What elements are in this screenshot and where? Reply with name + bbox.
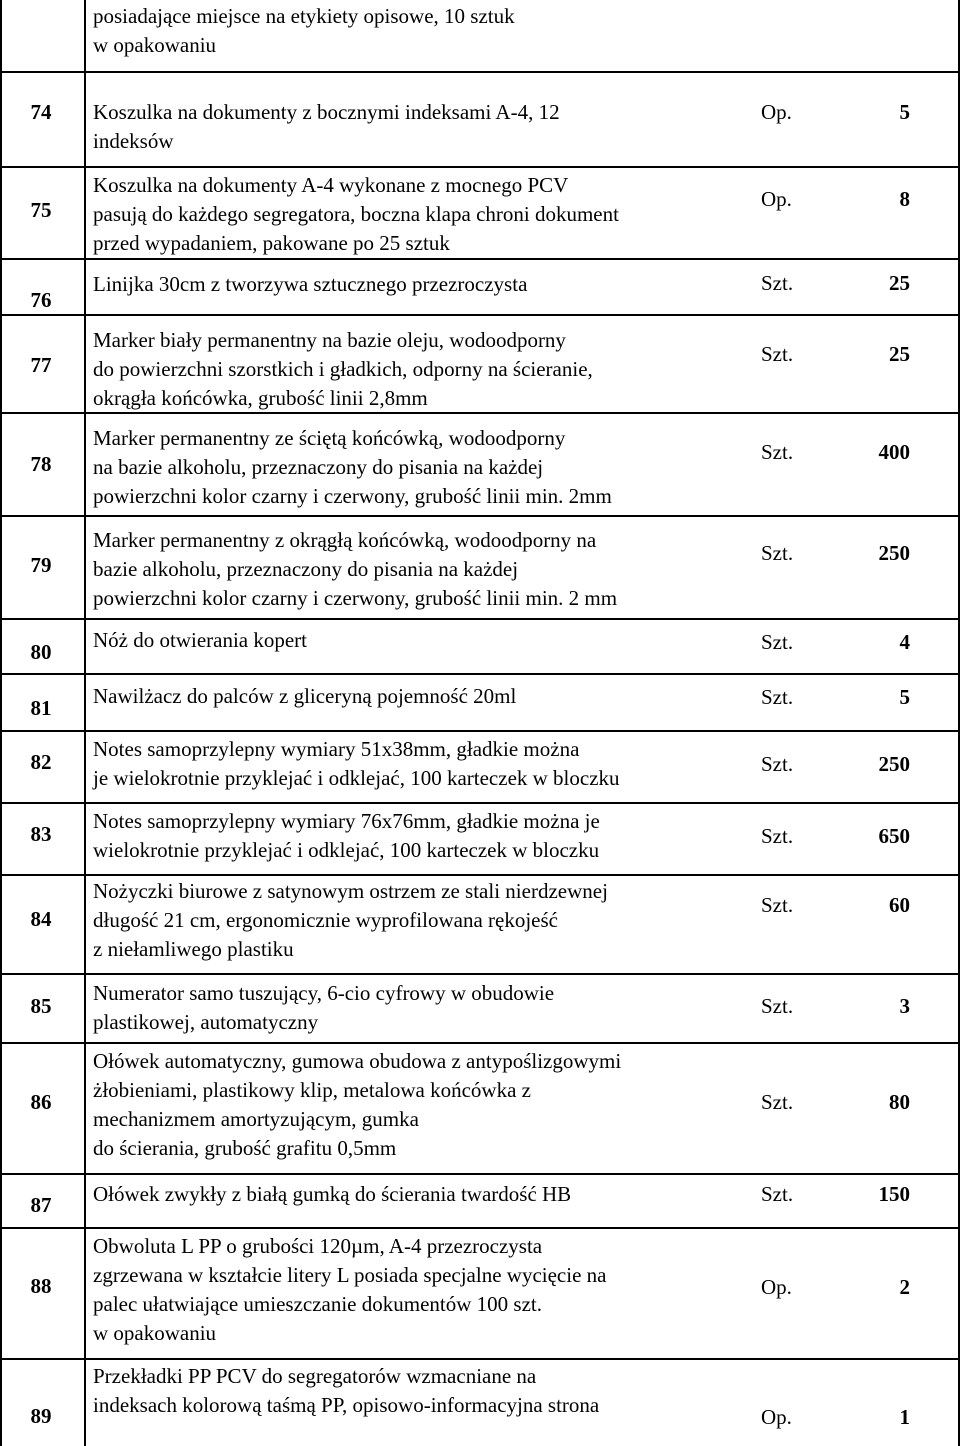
- description-line: Nóż do otwierania kopert: [93, 628, 308, 652]
- unit-of-measure: Szt.: [761, 685, 794, 709]
- quantity: 150: [878, 1182, 910, 1206]
- item-number: 83: [30, 822, 52, 846]
- unit-of-measure: Szt.: [761, 1090, 794, 1114]
- item-description: [93, 1180, 571, 1209]
- description-line: zgrzewana w kształcie litery L posiada specjalne wycięcie na: [93, 1263, 607, 1287]
- item-number: 89: [30, 1404, 52, 1428]
- description-line: Nawilżacz do palców z gliceryną pojemność 20ml: [93, 684, 517, 708]
- table-row-divider: [0, 673, 960, 675]
- item-description: [93, 1047, 621, 1163]
- description-line: Nożyczki biurowe z satynowym ostrzem ze stali nierdzewnej: [93, 879, 608, 903]
- quantity: 25: [889, 342, 910, 366]
- unit-of-measure: Szt.: [761, 893, 794, 917]
- table-row-divider: [0, 730, 960, 732]
- quantity: 2: [899, 1275, 910, 1299]
- unit-of-measure: Szt.: [761, 271, 794, 295]
- table-row-divider: [0, 1173, 960, 1175]
- item-description: [93, 1232, 606, 1348]
- description-line: Koszulka na dokumenty A-4 wykonane z mocnego PCV: [93, 173, 569, 197]
- unit-of-measure: Szt.: [761, 994, 794, 1018]
- description-line: bazie alkoholu, przeznaczony do pisania na każdej: [93, 557, 519, 581]
- unit-of-measure: Szt.: [761, 824, 794, 848]
- table-row-divider: [0, 258, 960, 260]
- quantity: 80: [889, 1090, 910, 1114]
- quantity: 5: [899, 685, 910, 709]
- item-description: [93, 735, 620, 793]
- table-row-divider: [0, 618, 960, 620]
- description-line: powierzchni kolor czarny i czerwony, grubość linii min. 2mm: [93, 484, 612, 508]
- item-description: [93, 807, 600, 865]
- description-line: Marker permanentny z okrągłą końcówką, wodoodporny na: [93, 528, 597, 552]
- description-line: mechanizmem amortyzującym, gumka: [93, 1107, 419, 1131]
- table-row-divider: [0, 1042, 960, 1044]
- table-vertical-border: [0, 0, 2, 1446]
- unit-of-measure: Szt.: [761, 541, 794, 565]
- quantity: 250: [878, 541, 910, 565]
- quantity: 5: [899, 100, 910, 124]
- description-line: plastikowej, automatyczny: [93, 1010, 319, 1034]
- description-line: Przekładki PP PCV do segregatorów wzmacniane na: [93, 1364, 537, 1388]
- item-description: [93, 98, 560, 156]
- item-number: 77: [30, 353, 52, 377]
- item-description: [93, 979, 554, 1037]
- description-line: posiadające miejsce na etykiety opisowe, 10 sztuk: [93, 4, 515, 28]
- unit-of-measure: Szt.: [761, 342, 794, 366]
- quantity: 4: [899, 630, 910, 654]
- table-row-divider: [0, 973, 960, 975]
- table-row-divider: [0, 802, 960, 804]
- unit-of-measure: Op.: [761, 1275, 792, 1299]
- item-number: 88: [30, 1274, 52, 1298]
- description-line: Notes samoprzylepny wymiary 76x76mm, gładkie można je: [93, 809, 600, 833]
- item-description: [93, 526, 617, 613]
- description-line: Ołówek automatyczny, gumowa obudowa z antypoślizgowymi: [93, 1049, 622, 1073]
- unit-of-measure: Op.: [761, 187, 792, 211]
- item-number: 82: [30, 750, 52, 774]
- table-row-divider: [0, 874, 960, 876]
- item-number: 76: [30, 288, 52, 312]
- item-description: [93, 682, 516, 711]
- quantity: 25: [889, 271, 910, 295]
- quantity: 8: [899, 187, 910, 211]
- description-line: z niełamliwego plastiku: [93, 937, 294, 961]
- table-row-divider: [0, 1358, 960, 1360]
- item-description: [93, 424, 612, 511]
- quantity: 3: [899, 994, 910, 1018]
- item-number: 74: [30, 100, 52, 124]
- item-description: [93, 270, 527, 299]
- description-line: przed wypadaniem, pakowane po 25 sztuk: [93, 231, 450, 255]
- table-row-divider: [0, 166, 960, 168]
- item-number: 80: [30, 640, 52, 664]
- description-line: indeksach kolorową taśmą PP, opisowo-informacyjna strona: [93, 1393, 600, 1417]
- description-line: w opakowaniu: [93, 1321, 217, 1345]
- item-description: [93, 877, 608, 964]
- unit-of-measure: Szt.: [761, 1182, 794, 1206]
- unit-of-measure: Op.: [761, 1405, 792, 1429]
- unit-of-measure: Op.: [761, 100, 792, 124]
- description-line: Marker biały permanentny na bazie oleju, wodoodporny: [93, 328, 566, 352]
- quantity: 650: [878, 824, 910, 848]
- description-line: żłobieniami, plastikowy klip, metalowa końcówka z: [93, 1078, 531, 1102]
- description-line: je wielokrotnie przyklejać i odklejać, 100 karteczek w bloczku: [93, 766, 620, 790]
- description-line: Linijka 30cm z tworzywa sztucznego przezroczysta: [93, 272, 528, 296]
- description-line: Ołówek zwykły z białą gumką do ścierania twardość HB: [93, 1182, 572, 1206]
- description-line: Numerator samo tuszujący, 6-cio cyfrowy w obudowie: [93, 981, 555, 1005]
- item-description: [93, 171, 619, 258]
- description-line: indeksów: [93, 129, 174, 153]
- description-line: pasują do każdego segregatora, boczna klapa chroni dokument: [93, 202, 619, 226]
- quantity: 400: [878, 440, 910, 464]
- item-description: [93, 326, 593, 413]
- description-line: na bazie alkoholu, przeznaczony do pisania na każdej: [93, 455, 544, 479]
- description-line: do ścierania, grubość grafitu 0,5mm: [93, 1136, 397, 1160]
- item-description: [93, 1362, 599, 1420]
- description-line: okrągła końcówka, grubość linii 2,8mm: [93, 386, 428, 410]
- unit-of-measure: Szt.: [761, 752, 794, 776]
- description-line: Notes samoprzylepny wymiary 51x38mm, gładkie można: [93, 737, 580, 761]
- item-number: 75: [30, 198, 52, 222]
- item-number: 78: [30, 452, 52, 476]
- quantity: 60: [889, 893, 910, 917]
- description-line: Koszulka na dokumenty z bocznymi indeksami A-4, 12: [93, 100, 560, 124]
- item-number: 87: [30, 1193, 52, 1217]
- description-line: Obwoluta L PP o grubości 120µm, A-4 przezroczysta: [93, 1234, 543, 1258]
- description-line: w opakowaniu: [93, 33, 217, 57]
- table-row-divider: [0, 314, 960, 316]
- item-description: [93, 626, 307, 655]
- description-line: do powierzchni szorstkich i gładkich, odporny na ścieranie,: [93, 357, 593, 381]
- quantity: 1: [899, 1405, 910, 1429]
- item-number: 84: [30, 907, 52, 931]
- table-row-divider: [0, 515, 960, 517]
- unit-of-measure: Szt.: [761, 630, 794, 654]
- item-number: 85: [30, 994, 52, 1018]
- quantity: 250: [878, 752, 910, 776]
- description-line: Marker permanentny ze ściętą końcówką, wodoodporny: [93, 426, 566, 450]
- item-description: [93, 2, 515, 60]
- item-number: 86: [30, 1090, 52, 1114]
- item-number: 79: [30, 553, 52, 577]
- table-vertical-border: [84, 0, 86, 1446]
- description-line: wielokrotnie przyklejać i odklejać, 100 karteczek w bloczku: [93, 838, 600, 862]
- description-line: długość 21 cm, ergonomicznie wyprofilowana rękojeść: [93, 908, 558, 932]
- unit-of-measure: Szt.: [761, 440, 794, 464]
- table-row-divider: [0, 71, 960, 73]
- item-number: 81: [30, 696, 52, 720]
- description-line: palec ułatwiające umieszczanie dokumentów 100 szt.: [93, 1292, 542, 1316]
- table-row-divider: [0, 1227, 960, 1229]
- description-line: powierzchni kolor czarny i czerwony, grubość linii min. 2 mm: [93, 586, 618, 610]
